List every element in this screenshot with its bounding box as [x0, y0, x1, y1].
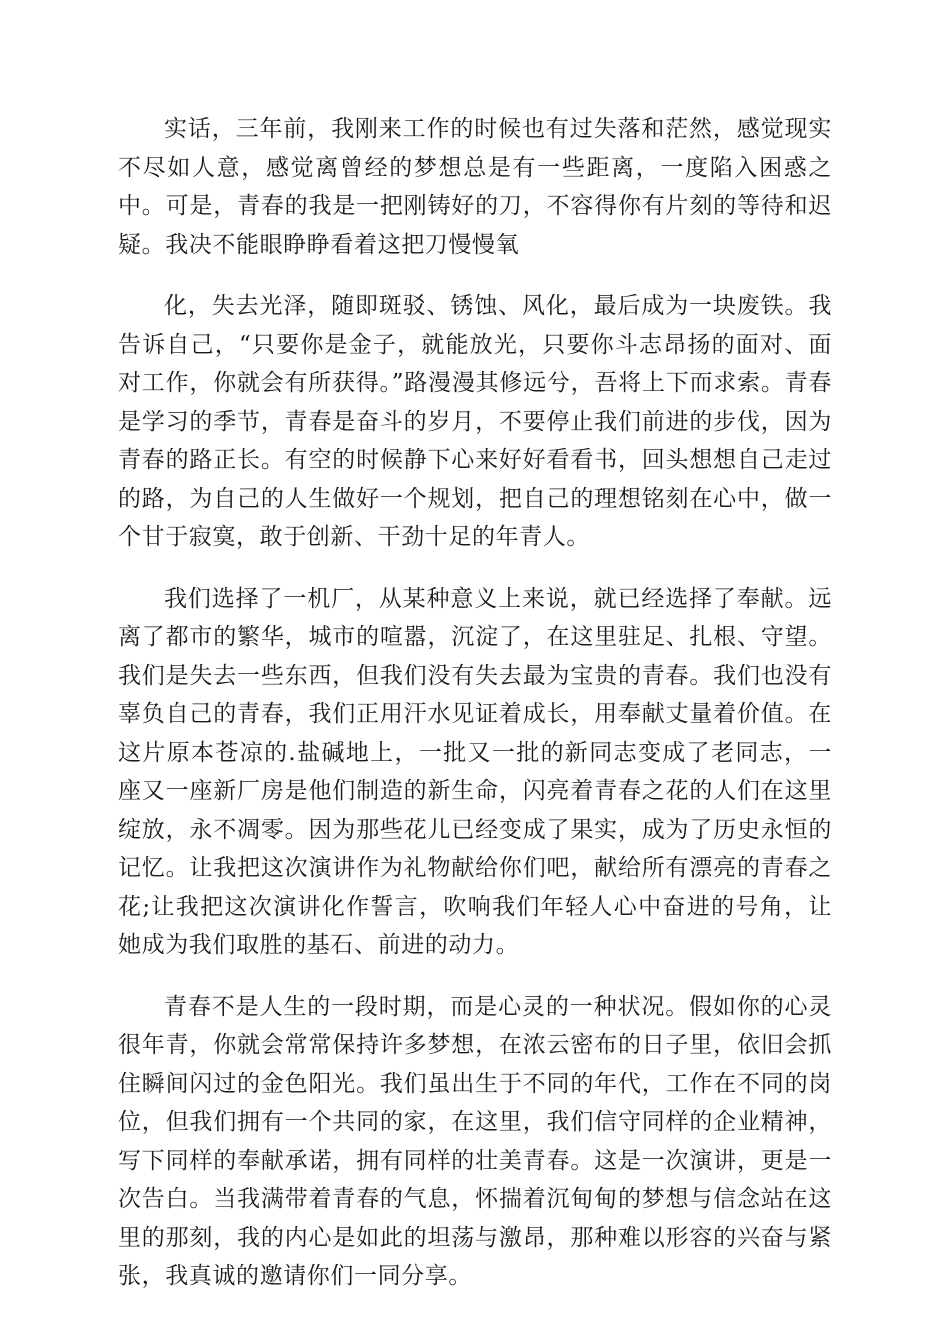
paragraph-2: 化，失去光泽，随即斑驳、锈蚀、风化，最后成为一块废铁。我告诉自己，“只要你是金子，就能放光，只要你斗志昂扬的面对、面对工作，你就会有所获得。”路漫漫其修远兮，吾将上下而求索。青春是学习的季节，青春是奋斗的岁月，不要停止我们前进的步伐，因为青春的路正长。有空的时候静下心来好好看看书，回头想想自己走过的路，为自己的人生做好一个规划，把自己的理想铭刻在心中，做一个甘于寂寞，敢于创新、干劲十足的年青人。	[118, 293, 832, 550]
document-page	[118, 110, 832, 1319]
paragraph-3: 我们选择了一机厂，从某种意义上来说，就已经选择了奉献。远离了都市的繁华，城市的喧嚣，沉淀了，在这里驻足、扎根、守望。我们是失去一些东西，但我们没有失去最为宝贵的青春。我们也没有辜负自己的青春，我们正用汗水见证着成长，用奉献丈量着价值。在这片原本苍凉的.盐碱地上，一批又一批的新同志变成了老同志，一座又一座新厂房是他们制造的新生命，闪亮着青春之花的人们在这里绽放，永不凋零。因为那些花儿已经变成了果实，成为了历史永恒的记忆。让我把这次演讲作为礼物献给你们吧，献给所有漂亮的青春之花;让我把这次演讲化作誓言，吹响我们年轻人心中奋进的号角，让她成为我们取胜的基石、前进的动力。	[118, 585, 832, 958]
paragraph-4: 青春不是人生的一段时期，而是心灵的一种状况。假如你的心灵很年青，你就会常常保持许多梦想，在浓云密布的日子里，依旧会抓住瞬间闪过的金色阳光。我们虽出生于不同的年代，工作在不同的岗位，但我们拥有一个共同的家，在这里，我们信守同样的企业精神，写下同样的奉献承诺，拥有同样的壮美青春。这是一次演讲，更是一次告白。当我满带着青春的气息，怀揣着沉甸甸的梦想与信念站在这里的那刻，我的内心是如此的坦荡与激昂，那种难以形容的兴奋与紧张，我真诚的邀请你们一同分享。	[118, 993, 832, 1289]
paragraph-1: 实话，三年前，我刚来工作的时候也有过失落和茫然，感觉现实不尽如人意，感觉离曾经的梦想总是有一些距离，一度陷入困惑之中。可是，青春的我是一把刚铸好的刀，不容得你有片刻的等待和迟疑。我决不能眼睁睁看着这把刀慢慢氧	[118, 116, 832, 258]
